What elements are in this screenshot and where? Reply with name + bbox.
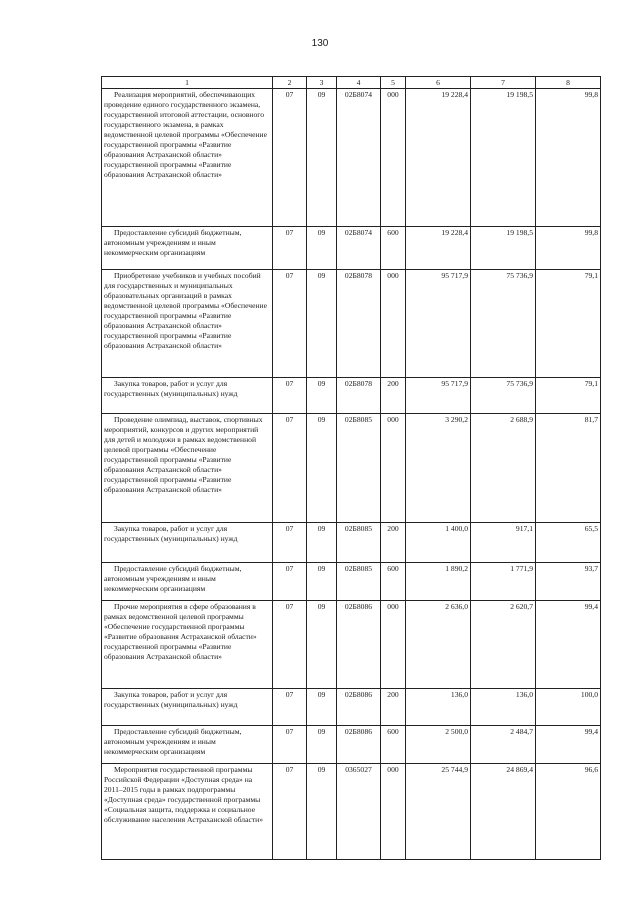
row-section: 07 <box>273 523 307 563</box>
header-col-5: 5 <box>381 77 406 89</box>
row-executed: 75 736,9 <box>471 270 536 378</box>
row-target-code: 02Б8086 <box>337 601 381 689</box>
table-row <box>102 414 601 523</box>
row-planned: 25 744,9 <box>406 764 471 860</box>
budget-table <box>101 76 601 860</box>
table-row <box>102 378 601 414</box>
row-name: Закупка товаров, работ и услуг для государственных (муниципальных) нужд <box>102 689 273 726</box>
table-row <box>102 89 601 227</box>
header-col-2: 2 <box>273 77 307 89</box>
row-subsection: 09 <box>307 563 337 601</box>
row-name: Прочие мероприятия в сфере образования в рамках ведомственной целевой программы «Обеспечение государственной программы «Развитие образования Астраханской области» государственной программы «Развитие образования Астраханской области» <box>102 601 273 689</box>
table-row <box>102 764 601 860</box>
row-executed: 19 198,5 <box>471 227 536 270</box>
row-subsection: 09 <box>307 89 337 227</box>
row-target-code: 02Б8074 <box>337 227 381 270</box>
row-executed: 1 771,9 <box>471 563 536 601</box>
row-target-code: 02Б8085 <box>337 523 381 563</box>
row-section: 07 <box>273 378 307 414</box>
row-section: 07 <box>273 601 307 689</box>
row-planned: 2 636,0 <box>406 601 471 689</box>
row-target-code: 02Б8086 <box>337 726 381 764</box>
row-executed: 917,1 <box>471 523 536 563</box>
row-percent: 100,0 <box>536 689 601 726</box>
row-subsection: 09 <box>307 378 337 414</box>
row-percent: 99,4 <box>536 601 601 689</box>
row-planned: 19 228,4 <box>406 227 471 270</box>
row-target-code: 0365027 <box>337 764 381 860</box>
row-expense-type: 600 <box>381 563 406 601</box>
row-target-code: 02Б8078 <box>337 378 381 414</box>
row-subsection: 09 <box>307 270 337 378</box>
header-col-6: 6 <box>406 77 471 89</box>
row-subsection: 09 <box>307 523 337 563</box>
row-section: 07 <box>273 414 307 523</box>
header-col-3: 3 <box>307 77 337 89</box>
row-expense-type: 200 <box>381 689 406 726</box>
table-row <box>102 601 601 689</box>
row-executed: 24 869,4 <box>471 764 536 860</box>
row-name: Закупка товаров, работ и услуг для государственных (муниципальных) нужд <box>102 378 273 414</box>
row-expense-type: 000 <box>381 601 406 689</box>
table-header <box>102 77 601 89</box>
header-col-1: 1 <box>102 77 273 89</box>
row-target-code: 02Б8086 <box>337 689 381 726</box>
row-expense-type: 000 <box>381 414 406 523</box>
row-name: Проведение олимпиад, выставок, спортивных мероприятий, конкурсов и других мероприятий для детей и молодежи в рамках ведомственной целевой программы «Обеспечение государственной программы «Развитие образования Астраханской области» государственной программы «Развитие образования Астраханской области» <box>102 414 273 523</box>
row-planned: 1 890,2 <box>406 563 471 601</box>
row-planned: 19 228,4 <box>406 89 471 227</box>
row-name: Приобретение учебников и учебных пособий для государственных и муниципальных образовательных организаций в рамках ведомственной целевой программы «Обеспечение государственной программы «Развитие образования Астраханской области» государственной программы «Развитие образования Астраханской области» <box>102 270 273 378</box>
row-expense-type: 000 <box>381 764 406 860</box>
header-col-8: 8 <box>536 77 601 89</box>
row-expense-type: 000 <box>381 270 406 378</box>
row-subsection: 09 <box>307 414 337 523</box>
row-executed: 136,0 <box>471 689 536 726</box>
row-percent: 99,8 <box>536 89 601 227</box>
row-name: Предоставление субсидий бюджетным, автономным учреждениям и иным некоммерческим организациям <box>102 726 273 764</box>
row-percent: 79,1 <box>536 270 601 378</box>
table-row <box>102 523 601 563</box>
row-name: Реализация мероприятий, обеспечивающих проведение единого государственного экзамена, государственной итоговой аттестации, основного государственного экзамена, в рамках ведомственной целевой программы «Обеспечение государственной программы «Развитие образования Астраханской области» государственной программы «Развитие образования Астраханской области» <box>102 89 273 227</box>
row-percent: 96,6 <box>536 764 601 860</box>
row-expense-type: 000 <box>381 89 406 227</box>
row-name: Предоставление субсидий бюджетным, автономным учреждениям и иным некоммерческим организациям <box>102 227 273 270</box>
row-section: 07 <box>273 689 307 726</box>
page-number: 130 <box>311 38 329 49</box>
header-row <box>102 77 601 89</box>
row-section: 07 <box>273 563 307 601</box>
row-expense-type: 600 <box>381 726 406 764</box>
row-section: 07 <box>273 726 307 764</box>
row-percent: 81,7 <box>536 414 601 523</box>
row-executed: 75 736,9 <box>471 378 536 414</box>
table-body <box>102 89 601 860</box>
row-name: Предоставление субсидий бюджетным, автономным учреждениям и иным некоммерческим организациям <box>102 563 273 601</box>
row-expense-type: 600 <box>381 227 406 270</box>
row-section: 07 <box>273 227 307 270</box>
row-percent: 65,5 <box>536 523 601 563</box>
row-percent: 99,8 <box>536 227 601 270</box>
row-name: Закупка товаров, работ и услуг для государственных (муниципальных) нужд <box>102 523 273 563</box>
header-col-7: 7 <box>471 77 536 89</box>
row-subsection: 09 <box>307 227 337 270</box>
row-executed: 2 620,7 <box>471 601 536 689</box>
row-subsection: 09 <box>307 764 337 860</box>
row-planned: 95 717,9 <box>406 378 471 414</box>
row-executed: 19 198,5 <box>471 89 536 227</box>
row-target-code: 02Б8074 <box>337 89 381 227</box>
header-col-4: 4 <box>337 77 381 89</box>
row-subsection: 09 <box>307 726 337 764</box>
row-subsection: 09 <box>307 689 337 726</box>
row-executed: 2 688,9 <box>471 414 536 523</box>
row-target-code: 02Б8085 <box>337 563 381 601</box>
row-section: 07 <box>273 270 307 378</box>
row-expense-type: 200 <box>381 378 406 414</box>
row-section: 07 <box>273 764 307 860</box>
table-row <box>102 563 601 601</box>
row-name: Мероприятия государственной программы Российской Федерации «Доступная среда» на 2011–2015 годы в рамках подпрограммы «Доступная среда» государственной программы «Социальная защита, поддержка и социальное обслуживание населения Астраханской области» <box>102 764 273 860</box>
row-target-code: 02Б8085 <box>337 414 381 523</box>
row-executed: 2 484,7 <box>471 726 536 764</box>
row-percent: 79,1 <box>536 378 601 414</box>
row-subsection: 09 <box>307 601 337 689</box>
row-section: 07 <box>273 89 307 227</box>
table-row <box>102 689 601 726</box>
table-row <box>102 726 601 764</box>
row-planned: 1 400,0 <box>406 523 471 563</box>
table-row <box>102 270 601 378</box>
row-percent: 99,4 <box>536 726 601 764</box>
row-percent: 93,7 <box>536 563 601 601</box>
row-planned: 2 500,0 <box>406 726 471 764</box>
row-planned: 95 717,9 <box>406 270 471 378</box>
row-expense-type: 200 <box>381 523 406 563</box>
row-planned: 3 290,2 <box>406 414 471 523</box>
row-target-code: 02Б8078 <box>337 270 381 378</box>
row-planned: 136,0 <box>406 689 471 726</box>
table-row <box>102 227 601 270</box>
